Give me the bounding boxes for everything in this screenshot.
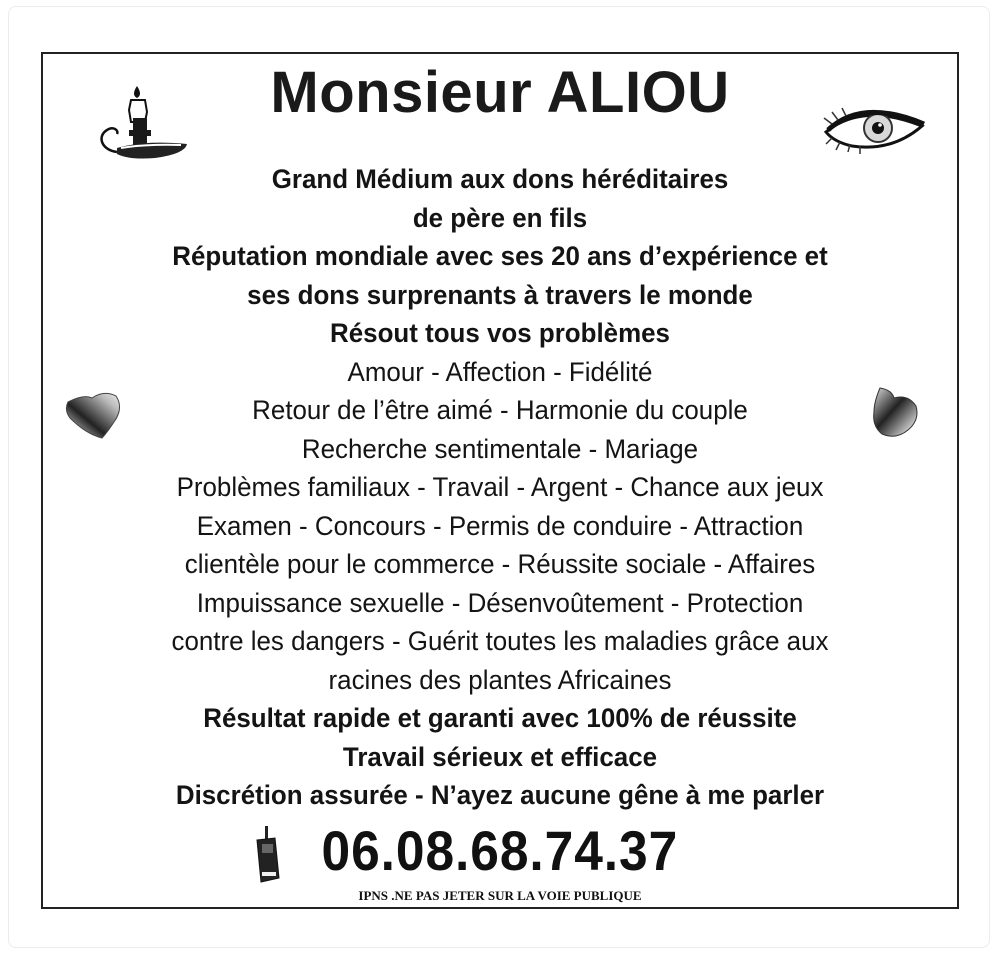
body-line: racines des plantes Africaines [328, 664, 672, 695]
body-line: Réputation mondiale avec ses 20 ans d’expérience et [172, 241, 828, 271]
body-line: clientèle pour le commerce - Réussite sociale - Affaires [184, 549, 816, 579]
phone-number: 06.08.68.74.37 [321, 819, 679, 882]
body-line: Résout tous vos problèmes [330, 318, 670, 348]
flyer-title: Monsieur ALIOU [270, 60, 730, 125]
body-line: Travail sérieux et efficace [342, 741, 658, 772]
flyer-body [41, 160, 959, 815]
body-line: Recherche sentimentale - Mariage [301, 433, 699, 464]
body-line: Examen - Concours - Permis de conduire - Attraction [196, 510, 804, 541]
body-line: ses dons surprenants à travers le monde [247, 279, 753, 310]
body-line: Amour - Affection - Fidélité [347, 356, 653, 387]
body-line: Résultat rapide et garanti avec 100% de réussite [203, 703, 797, 733]
footer-note: IPNS .NE PAS JETER SUR LA VOIE PUBLIQUE [358, 888, 642, 903]
body-line: Retour de l’être aimé - Harmonie du couple [252, 395, 748, 425]
body-line: Problèmes familiaux - Travail - Argent - Chance aux jeux [176, 472, 824, 502]
body-line: Grand Médium aux dons héréditaires [271, 164, 729, 194]
body-line: contre les dangers - Guérit toutes les maladies grâce aux [171, 626, 829, 656]
body-line: de père en fils [412, 202, 588, 233]
body-line: Impuissance sexuelle - Désenvoûtement - Protection [196, 587, 804, 618]
phone-row [0, 818, 1000, 884]
body-line: Discrétion assurée - N’ayez aucune gêne à me parler [175, 780, 825, 810]
